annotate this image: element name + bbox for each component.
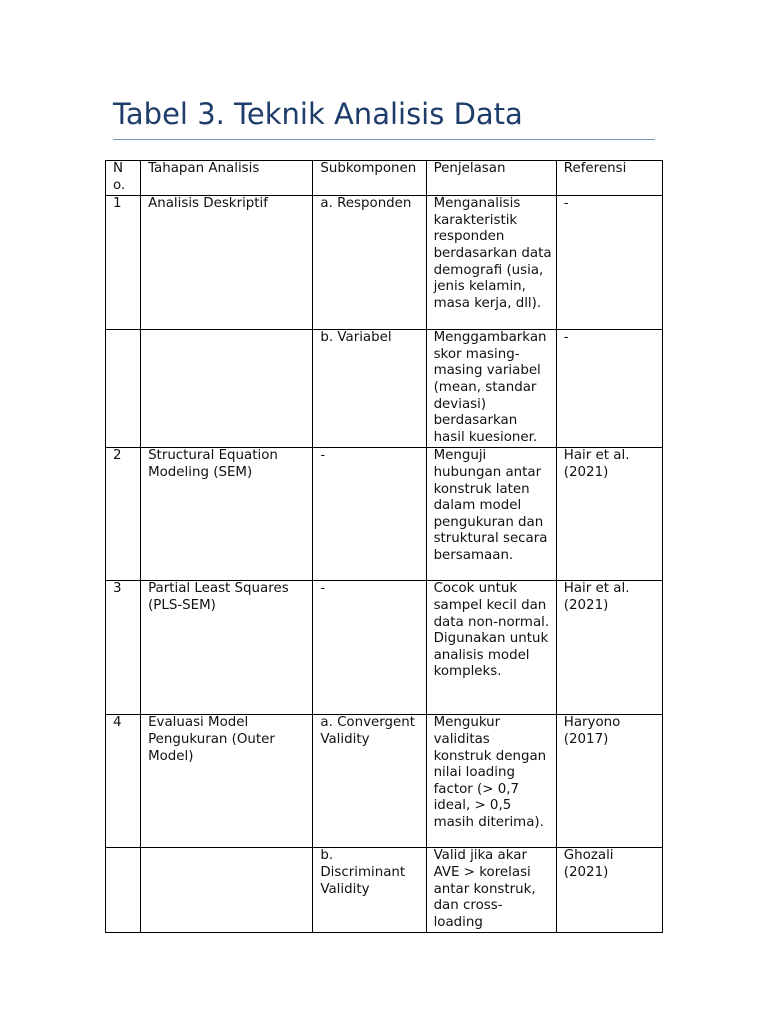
- cell-description: Menggambarkan skor masing-masing variabel (mean, standar deviasi) berdasarkan hasil kuesioner.: [426, 330, 556, 448]
- page-title: Tabel 3. Teknik Analisis Data: [113, 97, 523, 131]
- table-row: [106, 448, 663, 581]
- table-header-row: [106, 161, 663, 196]
- header-description: Penjelasan: [426, 161, 556, 196]
- cell-no: 4: [106, 715, 141, 848]
- cell-reference: Hair et al. (2021): [556, 448, 662, 581]
- cell-description: Menguji hubungan antar konstruk laten dalam model pengukuran dan struktural secara bersamaan.: [426, 448, 556, 581]
- cell-no: 2: [106, 448, 141, 581]
- cell-description: Menganalisis karakteristik responden berdasarkan data demografi (usia, jenis kelamin, masa kerja, dll).: [426, 196, 556, 330]
- cell-subcomponent: a. Convergent Validity: [313, 715, 426, 848]
- cell-reference: -: [556, 196, 662, 330]
- cell-stage: Partial Least Squares (PLS-SEM): [141, 581, 313, 715]
- cell-subcomponent: b. Variabel: [313, 330, 426, 448]
- header-stage: Tahapan Analisis: [141, 161, 313, 196]
- cell-stage: Evaluasi Model Pengukuran (Outer Model): [141, 715, 313, 848]
- table-row: [106, 848, 663, 933]
- cell-description: Cocok untuk sampel kecil dan data non-normal. Digunakan untuk analisis model kompleks.: [426, 581, 556, 715]
- cell-subcomponent: a. Responden: [313, 196, 426, 330]
- cell-subcomponent: -: [313, 581, 426, 715]
- cell-stage: Structural Equation Modeling (SEM): [141, 448, 313, 581]
- cell-reference: Ghozali (2021): [556, 848, 662, 933]
- cell-subcomponent: b. Discriminant Validity: [313, 848, 426, 933]
- header-no: No.: [106, 161, 141, 196]
- table-row: [106, 715, 663, 848]
- cell-stage: [141, 330, 313, 448]
- cell-description: Mengukur validitas konstruk dengan nilai loading factor (> 0,7 ideal, > 0,5 masih diterima).: [426, 715, 556, 848]
- header-reference: Referensi: [556, 161, 662, 196]
- table-row: [106, 330, 663, 448]
- cell-subcomponent: -: [313, 448, 426, 581]
- cell-reference: -: [556, 330, 662, 448]
- cell-reference: Hair et al. (2021): [556, 581, 662, 715]
- title-underline: [113, 139, 655, 140]
- cell-no: [106, 330, 141, 448]
- cell-stage: Analisis Deskriptif: [141, 196, 313, 330]
- cell-reference: Haryono (2017): [556, 715, 662, 848]
- cell-stage: [141, 848, 313, 933]
- table-row: [106, 196, 663, 330]
- cell-no: 3: [106, 581, 141, 715]
- cell-no: 1: [106, 196, 141, 330]
- header-subcomponent: Subkomponen: [313, 161, 426, 196]
- analysis-technique-table: [105, 160, 663, 933]
- cell-description: Valid jika akar AVE > korelasi antar konstruk, dan cross-loading: [426, 848, 556, 933]
- table-row: [106, 581, 663, 715]
- cell-no: [106, 848, 141, 933]
